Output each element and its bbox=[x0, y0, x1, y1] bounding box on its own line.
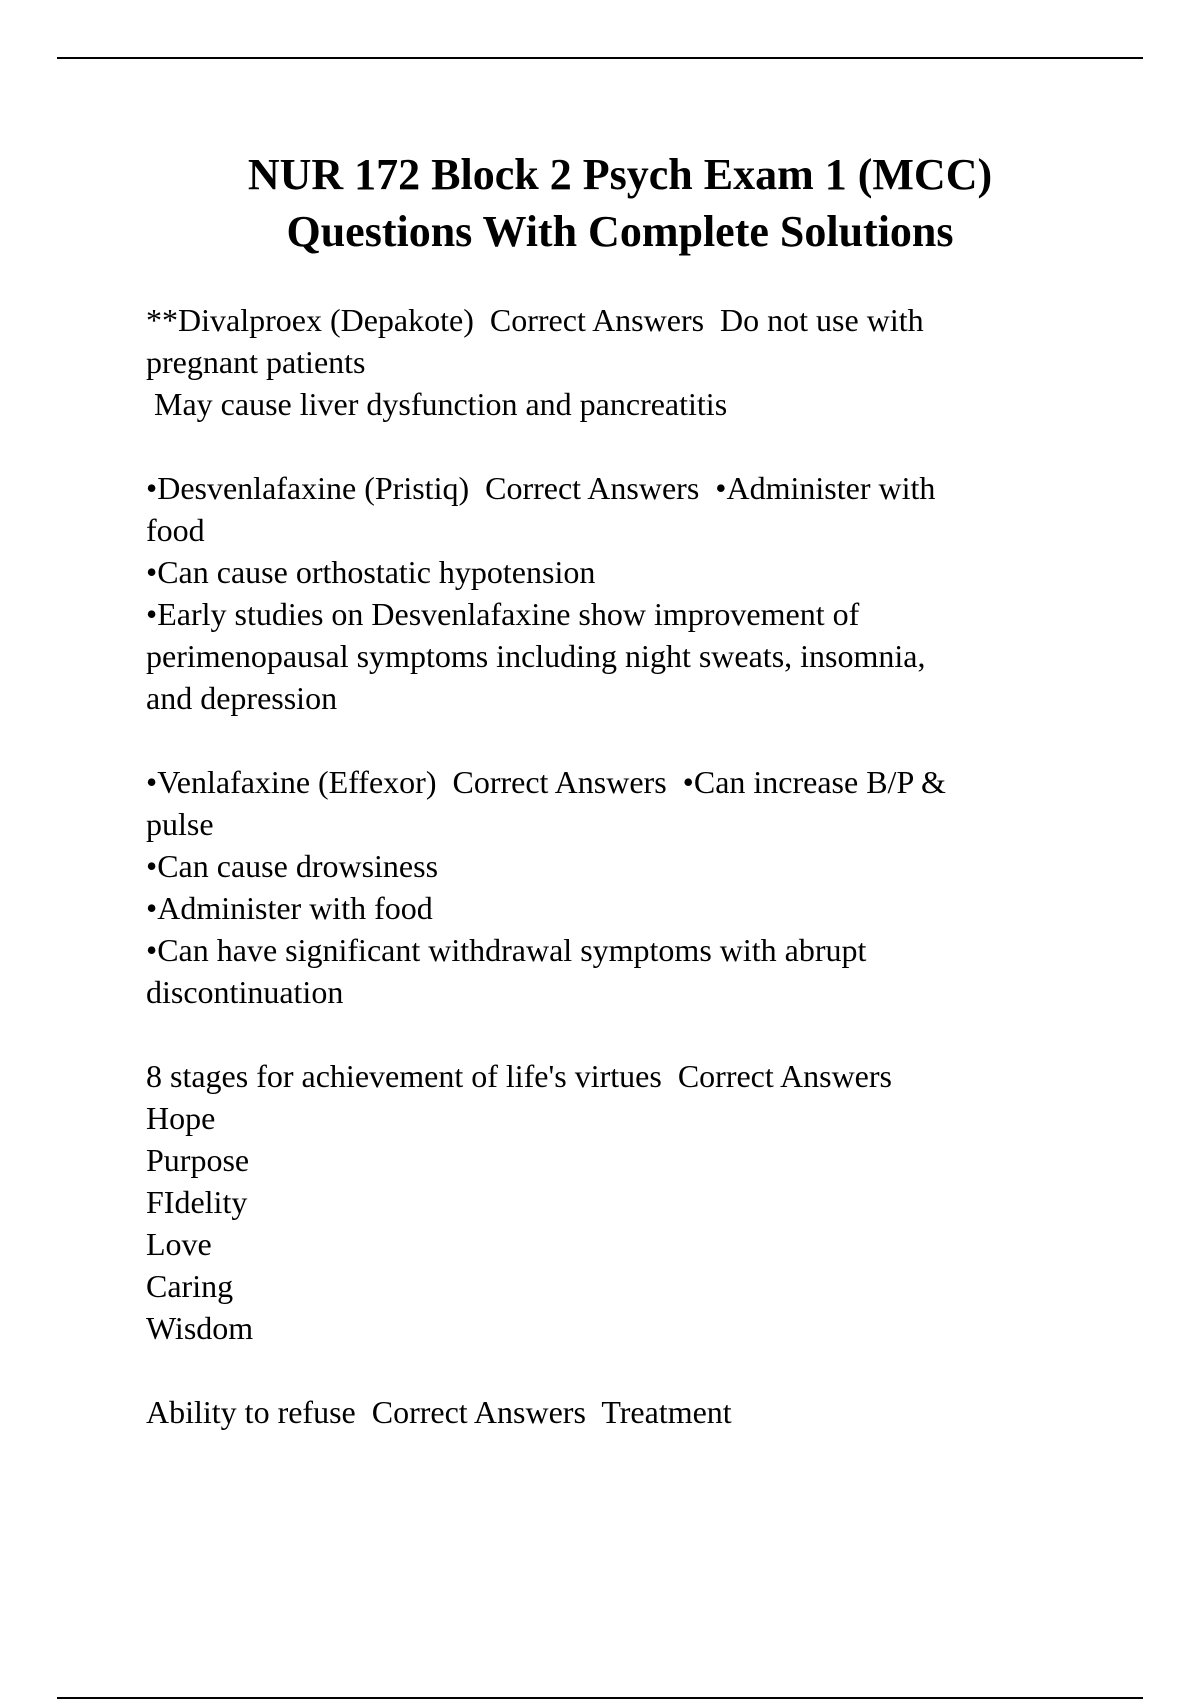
entry-line: food bbox=[146, 512, 205, 548]
qa-entry bbox=[146, 1391, 1076, 1433]
entry-line: Hope bbox=[146, 1100, 216, 1136]
entry-line: FIdelity bbox=[146, 1184, 248, 1220]
entry-line: •Can cause orthostatic hypotension bbox=[146, 554, 596, 590]
entry-line: •Can cause drowsiness bbox=[146, 848, 439, 884]
title-line-1: NUR 172 Block 2 Psych Exam 1 (MCC) bbox=[247, 150, 993, 199]
document-body bbox=[146, 299, 1076, 1433]
entry-line: •Can have significant withdrawal symptoms with abrupt bbox=[146, 932, 867, 968]
entry-line: discontinuation bbox=[146, 974, 344, 1010]
entry-line: pulse bbox=[146, 806, 214, 842]
entry-line: •Administer with food bbox=[146, 890, 433, 926]
entry-line: and depression bbox=[146, 680, 338, 716]
qa-entry bbox=[146, 1055, 1076, 1349]
entry-line: Purpose bbox=[146, 1142, 250, 1178]
entry-line: **Divalproex (Depakote) Correct Answers Do not use with bbox=[146, 302, 924, 338]
entry-line: Caring bbox=[146, 1268, 234, 1304]
document-title bbox=[0, 146, 1200, 260]
entry-line: May cause liver dysfunction and pancreatitis bbox=[146, 386, 728, 422]
entry-line: perimenopausal symptoms including night sweats, insomnia, bbox=[146, 638, 926, 674]
spacer bbox=[146, 719, 1076, 761]
entry-line: Ability to refuse Correct Answers Treatment bbox=[146, 1394, 732, 1430]
spacer bbox=[146, 425, 1076, 467]
spacer bbox=[146, 1013, 1076, 1055]
title-line-2: Questions With Complete Solutions bbox=[286, 207, 954, 256]
qa-entry bbox=[146, 467, 1076, 719]
qa-entry bbox=[146, 299, 1076, 425]
top-rule bbox=[57, 57, 1143, 59]
qa-entry bbox=[146, 761, 1076, 1013]
spacer bbox=[146, 1349, 1076, 1391]
entry-line: pregnant patients bbox=[146, 344, 366, 380]
entry-line: •Desvenlafaxine (Pristiq) Correct Answers •Administer with bbox=[146, 470, 936, 506]
bottom-rule bbox=[57, 1697, 1143, 1699]
entry-line: 8 stages for achievement of life's virtues Correct Answers bbox=[146, 1058, 892, 1094]
entry-line: •Venlafaxine (Effexor) Correct Answers •Can increase B/P & bbox=[146, 764, 946, 800]
entry-line: Love bbox=[146, 1226, 212, 1262]
entry-line: •Early studies on Desvenlafaxine show improvement of bbox=[146, 596, 860, 632]
entry-line: Wisdom bbox=[146, 1310, 254, 1346]
